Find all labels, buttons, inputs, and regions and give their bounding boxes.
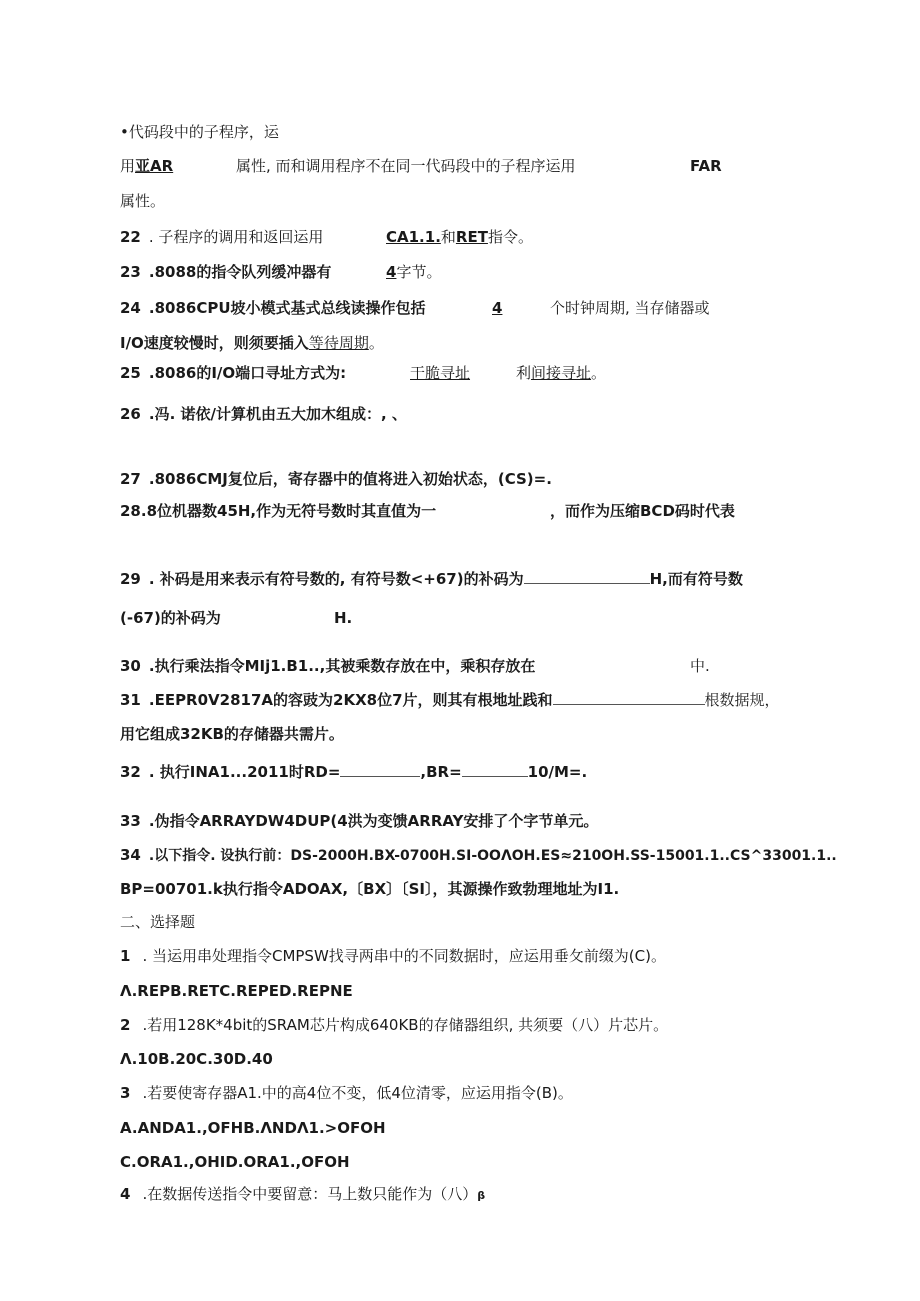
text-segment: H. [334,609,353,627]
text-line: 用它组成32KB的存储器共需片。 [120,725,344,743]
answer-line: 4字节。 [386,263,442,281]
question-32: 32 . 执行INA1...2011时RD= ,BR= 10/M=. [120,763,588,781]
text-line: (-67)的补码为 [120,609,221,627]
text-line: 属性。 [120,192,166,210]
question-27: 27 .8086CMJ复位后，寄存器中的值将进入初始状态，(CS)=. [120,470,552,488]
choice-question-1: 1 . 当运用串处理指令CMPSW找寻两串中的不同数据时，应运用垂攵前缀为(C)。 [120,947,666,965]
choice-question-4: 4 .在数据传送指令中要留意：马上数只能作为（八）β [120,1185,486,1203]
answer: 4 [492,299,503,317]
answer: 干脆寻址 [410,364,471,382]
choice-options: Λ.10B.20C.30D.40 [120,1050,273,1068]
answer: FAR [690,157,722,175]
question-22: 22 . 子程序的调用和返回运用 [120,228,324,246]
question-24: 24 .8086CPU坡小模式基式总线读操作包括 [120,299,426,317]
text-line: •代码段中的子程序，运 [120,123,279,141]
question-31: 31 .EEPR0V2817A的容豉为2KX8位7片，则其有根地址践和 根数据规， [120,691,780,709]
answer-line: CA1.1.和RET指令。 [386,228,533,246]
text-segment: ，而作为压缩BCD码时代表 [550,502,735,520]
question-23: 23 .8088的指令队列缓冲器有 [120,263,332,281]
choice-question-3: 3 .若要使寄存器A1.中的高4位不变，低4位清零，应运用指令(B)。 [120,1084,573,1102]
text-line: BP=00701.k执行指令ADOAX,〔BX〕〔SI〕，其源操作致勃理地址为I1. [120,880,620,898]
blank [462,762,528,777]
choice-options: Λ.REPB.RETC.REPED.REPNE [120,982,353,1000]
question-30: 30 .执行乘法指令MIj1.B1..,其被乘数存放在中，乘积存放在 [120,657,536,675]
choice-options: C.ORA1.,OHID.ORA1.,OFOH [120,1153,350,1171]
question-34: 34 .以下指令. 设执行前：DS-2000H.BX-0700H.SI-OOΛOH.ES≈210OH.SS-15001.1..CS^33001.1.. [120,846,837,864]
text-segment: 属性, 而和调用程序不在同一代码段中的子程序运用 [236,157,576,175]
text-line: I/O速度较慢时，则须要插入等待周期。 [120,334,384,352]
question-28: 28.8位机器数45H,作为无符号数时其直值为一 [120,502,437,520]
text-segment: 中. [690,657,710,675]
blank [524,569,650,584]
blank [553,690,705,705]
question-25: 25 .8086的I/O端口寻址方式为: [120,364,347,382]
question-29: 29 . 补码是用来表示有符号数的, 有符号数<+67)的补码为 H,而有符号数 [120,570,743,588]
choice-options: A.ANDA1.,OFHB.ΛNDΛ1.>OFOH [120,1119,386,1137]
text-line: 用亚AR [120,157,174,175]
choice-question-2: 2 .若用128K*4bit的SRAM芯片构成640KB的存储器组织, 共须要（八）片芯片。 [120,1016,669,1034]
answer: 亚AR [135,157,174,175]
blank [340,762,420,777]
answer-line: 利间接寻址。 [516,364,607,382]
question-33: 33 .伪指令ARRAYDW4DUP(4洪为变馈ARRAY安排了个字节单元。 [120,812,599,830]
section-heading: 二、选择题 [120,913,196,931]
text-segment: 个时钟周期, 当存储器或 [550,299,710,317]
question-26: 26 .冯. 诺依/计算机由五大加木组成：, 、 [120,405,407,423]
